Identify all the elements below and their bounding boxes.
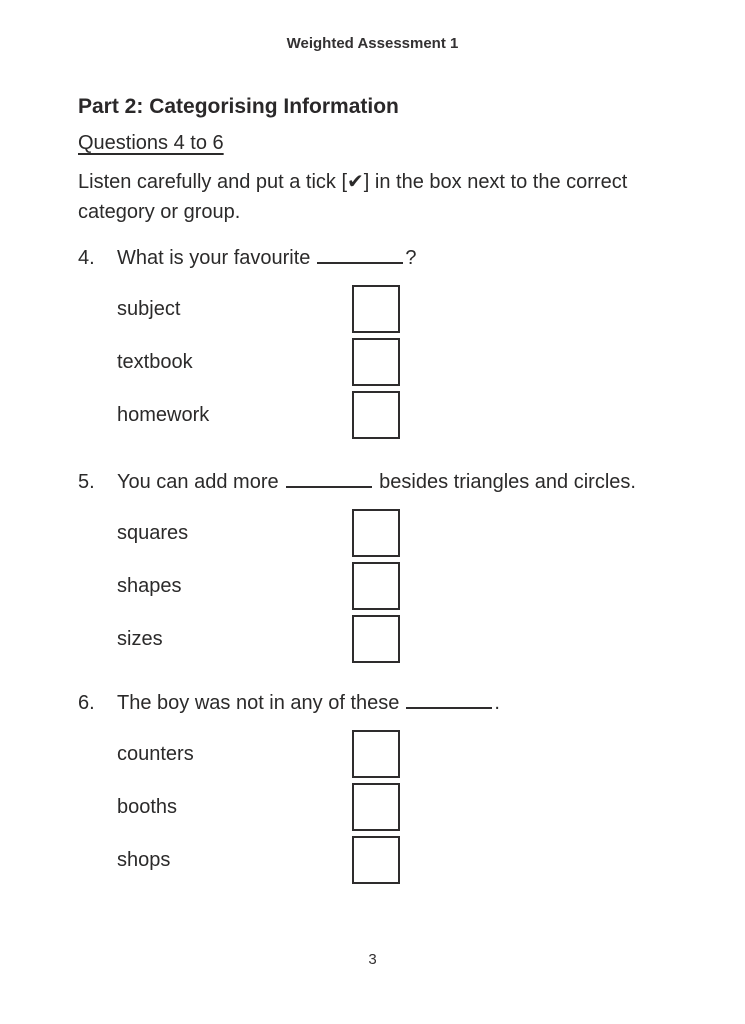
- answer-checkbox[interactable]: [352, 509, 400, 557]
- option-row: [117, 338, 687, 386]
- question-6: [78, 690, 687, 884]
- question-text-after: besides triangles and circles.: [373, 471, 636, 493]
- question-4: [78, 245, 687, 439]
- page-content: [78, 94, 687, 884]
- answer-checkbox[interactable]: [352, 391, 400, 439]
- question-text: [117, 690, 500, 716]
- question-text-before: You can add more: [117, 471, 279, 493]
- option-row: [117, 509, 687, 557]
- question-5-options: [78, 509, 687, 663]
- question-text-after: .: [494, 692, 500, 714]
- question-4-row: [78, 245, 687, 271]
- question-5: [78, 469, 687, 663]
- option-label: shops: [117, 849, 171, 871]
- option-row: [117, 615, 687, 663]
- instruction-text: [78, 167, 687, 227]
- option-label: homework: [117, 404, 210, 426]
- answer-checkbox[interactable]: [352, 783, 400, 831]
- question-number: 4.: [78, 247, 95, 269]
- option-label: subject: [117, 298, 181, 320]
- question-5-row: [78, 469, 687, 495]
- option-row: [117, 836, 687, 884]
- question-6-options: [78, 730, 687, 884]
- question-6-row: [78, 690, 687, 716]
- answer-blank: [286, 486, 372, 488]
- question-text-before: The boy was not in any of these: [117, 692, 400, 714]
- answer-checkbox[interactable]: [352, 562, 400, 610]
- answer-checkbox[interactable]: [352, 285, 400, 333]
- question-text-before: What is your favourite: [117, 247, 311, 269]
- answer-checkbox[interactable]: [352, 730, 400, 778]
- questions-range-subtitle: Questions 4 to 6: [78, 132, 224, 154]
- question-number: 6.: [78, 692, 95, 714]
- question-text-after: ?: [405, 247, 417, 269]
- option-label: textbook: [117, 351, 193, 373]
- question-4-options: [78, 285, 687, 439]
- instruction-line-2: category or group.: [78, 201, 241, 223]
- answer-checkbox[interactable]: [352, 836, 400, 884]
- option-label: squares: [117, 522, 189, 544]
- option-label: sizes: [117, 628, 163, 650]
- answer-blank: [406, 707, 492, 709]
- option-label: counters: [117, 743, 194, 765]
- page-number: 3: [368, 951, 377, 968]
- answer-blank: [317, 262, 403, 264]
- option-row: [117, 285, 687, 333]
- option-row: [117, 783, 687, 831]
- running-header: Weighted Assessment 1: [286, 35, 459, 52]
- question-text: [117, 245, 417, 271]
- option-label: shapes: [117, 575, 182, 597]
- question-text: [117, 469, 636, 495]
- instruction-line-1: Listen carefully and put a tick [✔] in the box next to the correct: [78, 171, 628, 193]
- option-row: [117, 730, 687, 778]
- option-row: [117, 562, 687, 610]
- option-row: [117, 391, 687, 439]
- section-title: Part 2: Categorising Information: [78, 95, 399, 118]
- option-label: booths: [117, 796, 178, 818]
- question-number: 5.: [78, 471, 95, 493]
- answer-checkbox[interactable]: [352, 615, 400, 663]
- answer-checkbox[interactable]: [352, 338, 400, 386]
